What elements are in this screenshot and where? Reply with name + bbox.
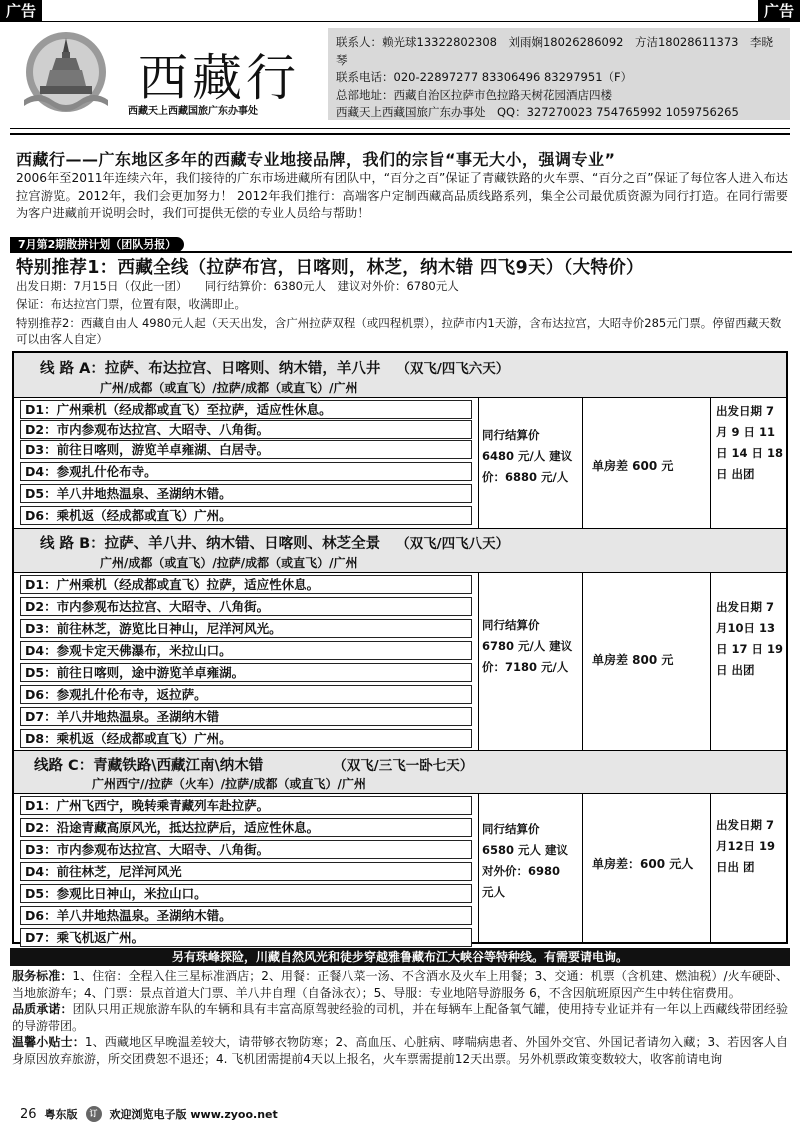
route-b-divider-1	[478, 573, 479, 750]
route-b-divider-3	[710, 573, 711, 750]
route-b-day: D1：广州乘机（经成都或直飞）拉萨，适应性休息。	[20, 575, 472, 594]
route-b-divider-2	[582, 573, 583, 750]
route-a-day: D3：前往日喀则，游览羊卓雍湖、白居寺。	[20, 440, 472, 459]
route-c-single-room: 单房差：600 元人	[592, 857, 694, 871]
brand-subtitle: 西藏天上西藏国旅广东办事处	[128, 106, 258, 117]
route-c-divider-3	[710, 794, 711, 942]
route-b-price: 同行结算价 6780 元/人 建议价：7180 元/人	[482, 618, 573, 674]
route-a-divider-1	[478, 398, 479, 528]
quality-text: 团队只用正规旅游车队的车辆和具有丰富高原驾驶经验的司机，并在每辆车上配备氧气罐，使用持专业证并有一年以上西藏线带团经验的导游带团。	[12, 1002, 788, 1033]
intro-body: 2006年至2011年连续六年，我们接待的广东市场进藏所有团队中，“百分之百”保证了青藏铁路的火车票、“百分之百”保证了每位客人进入布达拉宫游览。2012年，我们会更加努力！ 2012年我们推行：高端客户定制西藏高品质线路系列，集全公司最优质资源为同行打造。在同行需要为客户进藏前开说明会时，我们可提供无偿的专业人员给与帮助！	[16, 171, 788, 220]
route-c-tag: （双飞/三飞一卧七天）	[333, 758, 474, 774]
route-c-day: D7：乘飞机返广州。	[20, 928, 472, 947]
route-a-subtitle: 广州/成都（或直飞）/拉萨/成都（或直飞）/广州	[100, 381, 358, 395]
intro-title: 西藏行——广东地区多年的西藏专业地接品牌，我们的宗旨“事无大小，强调专业”	[16, 150, 616, 169]
route-b-subtitle: 广州/成都（或直飞）/拉萨/成都（或直飞）/广州	[100, 556, 358, 570]
route-c-header	[14, 750, 786, 794]
top-divider	[0, 21, 800, 22]
logo-block	[10, 28, 328, 120]
route-c-day: D6：羊八井地热温泉。圣湖纳木错。	[20, 906, 472, 925]
routes-table	[12, 351, 788, 944]
route-a-tag: （双飞/四飞六天）	[396, 361, 510, 377]
route-c-day: D3：市内参观布达拉宫、大昭寺、八角街。	[20, 840, 472, 859]
website-link[interactable]: 欢迎浏览电子版 www.zyoo.net	[109, 1108, 278, 1121]
route-a-day: D2：市内参观布达拉宫、大昭寺、八角街。	[20, 420, 472, 439]
route-a-day: D6：乘机返（经成都或直飞）广州。	[20, 506, 472, 525]
page-number: 26	[20, 1106, 37, 1122]
special-recommend-2: 特别推荐2：西藏自由人 4980元人起（天天出发，含广州拉萨双程（或四程机票），拉萨市内1天游，含布达拉宫，大昭寺价285元门票。停留西藏天数可以由客人自定）	[16, 316, 782, 346]
contact-qq: 西藏天上西藏国旅广东办事处 QQ：327270023 754765992 1059756265	[336, 105, 739, 119]
route-b-day: D2：市内参观布达拉宫、大昭寺、八角街。	[20, 597, 472, 616]
service-standard	[12, 968, 788, 1001]
special-guarantee: 保证：布达拉宫门票，位置有限，收满即止。	[16, 297, 246, 311]
route-b-day: D5：前往日喀则，途中游览羊卓雍湖。	[20, 663, 472, 682]
route-a-day: D4：参观扎什伦布寺。	[20, 462, 472, 481]
route-a-day: D1：广州乘机（经成都或直飞）至拉萨，适应性休息。	[20, 400, 472, 419]
route-b-header	[14, 528, 786, 573]
route-a-name: 线 路 A：拉萨、布达拉宫、日喀则、纳木错，羊八井	[40, 361, 381, 377]
route-c-day: D1：广州飞西宁，晚转乘青藏列车赴拉萨。	[20, 796, 472, 815]
route-c-name: 线路 C：青藏铁路\西藏江南\纳木错	[34, 758, 264, 774]
special-dates-prices: 出发日期：7月15日（仅此一团） 同行结算价：6380元人 建议对外价：6780元人	[16, 279, 459, 293]
route-c-day: D5：参观比日神山，米拉山口。	[20, 884, 472, 903]
tips-text: 1、西藏地区早晚温差较大，请带够衣物防寒；2、高血压、心脏病、哮喘病患者、外国外交官、外国记者请勿入藏；3、若因客人自身原因放弃旅游，所交团费恕不退还；4. 飞机团需提前4天以上报名，火车票需提前12天出票。另外机票政策变数较大，收客前请电询	[12, 1035, 788, 1066]
route-b-day: D3：前往林芝，游览比日神山，尼洋河风光。	[20, 619, 472, 638]
route-a-header	[14, 353, 786, 398]
tips-label: 温馨小贴士：	[12, 1035, 85, 1050]
quality-label: 品质承诺：	[12, 1002, 73, 1017]
magazine-logo-icon: 订	[86, 1106, 102, 1122]
route-a-departure: 出发日期 7月 9 日 11 日 14 日 18 日 出团	[716, 404, 784, 481]
special-recommend-title: 特别推荐1：西藏全线（拉萨布宫，日喀则，林芝，纳木错 四飞9天）（大特价）	[16, 258, 644, 278]
warm-tips	[12, 1034, 788, 1067]
terms-block	[12, 968, 788, 1068]
quality-promise	[12, 1001, 788, 1034]
contact-phones: 联系电话：020-22897277 83306496 83297951（F）	[336, 70, 633, 84]
service-label: 服务标准：	[12, 969, 73, 983]
page-footer	[20, 1106, 278, 1122]
route-a-single-room: 单房差 600 元	[592, 459, 674, 473]
route-c-day: D2：沿途青藏高原风光，抵达拉萨后，适应性休息。	[20, 818, 472, 837]
route-a-divider-3	[710, 398, 711, 528]
route-b-day: D6：参观扎什伦布寺，返拉萨。	[20, 685, 472, 704]
route-c-departure: 出发日期 7月12日 19 日出 团	[716, 818, 776, 874]
edition-label: 粤东版	[44, 1108, 78, 1121]
route-a-title	[40, 357, 509, 378]
route-b-name: 线 路 B：拉萨、羊八井、纳木错、日喀则、林芝全景	[40, 536, 381, 552]
route-b-departure: 出发日期 7月10日 13 日 17 日 19 日 出团	[716, 600, 784, 677]
route-c-divider-2	[582, 794, 583, 942]
route-b-title	[40, 532, 509, 553]
service-text: 1、住宿：全程入住三星标准酒店；2、用餐：正餐八菜一汤、不含酒水及火车上用餐；3、交通：机票（含机建、燃油税）/火车硬卧、当地旅游车；4、门票：景点首道大门票、羊八井自理（自备泳衣）；5、导服：专业地陪导游服务 6，不含因航班原因产生中转住宿费用。	[12, 969, 788, 1000]
ad-header	[10, 28, 790, 120]
header-divider-bottom	[10, 133, 790, 135]
section-label: 7月第2期散拼计划（团队另报）	[10, 237, 184, 252]
contact-info	[328, 28, 790, 120]
section-divider	[10, 251, 792, 253]
route-a-day: D5：羊八井地热温泉、圣湖纳木错。	[20, 484, 472, 503]
brand-title: 西藏行	[138, 49, 300, 107]
route-c-title	[34, 754, 473, 775]
route-b-day: D8：乘机返（经成都或直飞）广州。	[20, 729, 472, 748]
special-lines-banner: 另有珠峰探险，川藏自然风光和徒步穿越雅鲁藏布江大峡谷等特种线。有需要请电询。	[10, 948, 790, 966]
route-a-price: 同行结算价 6480 元/人 建议价：6880 元/人	[482, 428, 573, 484]
contact-address: 总部地址：西藏自治区拉萨市色拉路天树花园酒店四楼	[336, 87, 612, 102]
route-b-tag: （双飞/四飞八天）	[396, 536, 510, 552]
ad-label-left: 广告	[0, 0, 42, 22]
ad-label-right: 广告	[758, 0, 800, 22]
route-c-price: 同行结算价 6580 元人 建议对外价：6980 元人	[482, 822, 569, 899]
route-b-single-room: 单房差 800 元	[592, 653, 674, 667]
route-b-day: D7：羊八井地热温泉。圣湖纳木错	[20, 707, 472, 726]
route-b-day: D4：参观卡定天佛瀑布，米拉山口。	[20, 641, 472, 660]
route-a-divider-2	[582, 398, 583, 528]
route-c-divider-1	[478, 794, 479, 942]
header-divider-top	[10, 128, 790, 129]
route-c-subtitle: 广州西宁//拉萨（火车）/拉萨/成都（或直飞）/广州	[92, 777, 366, 791]
potala-stupa-logo-icon	[16, 30, 116, 116]
route-c-day: D4：前往林芝，尼洋河风光	[20, 862, 472, 881]
contact-persons: 联系人：赖光球13322802308 刘雨娴18026286092 方洁18028611373 李晓琴	[336, 35, 773, 67]
